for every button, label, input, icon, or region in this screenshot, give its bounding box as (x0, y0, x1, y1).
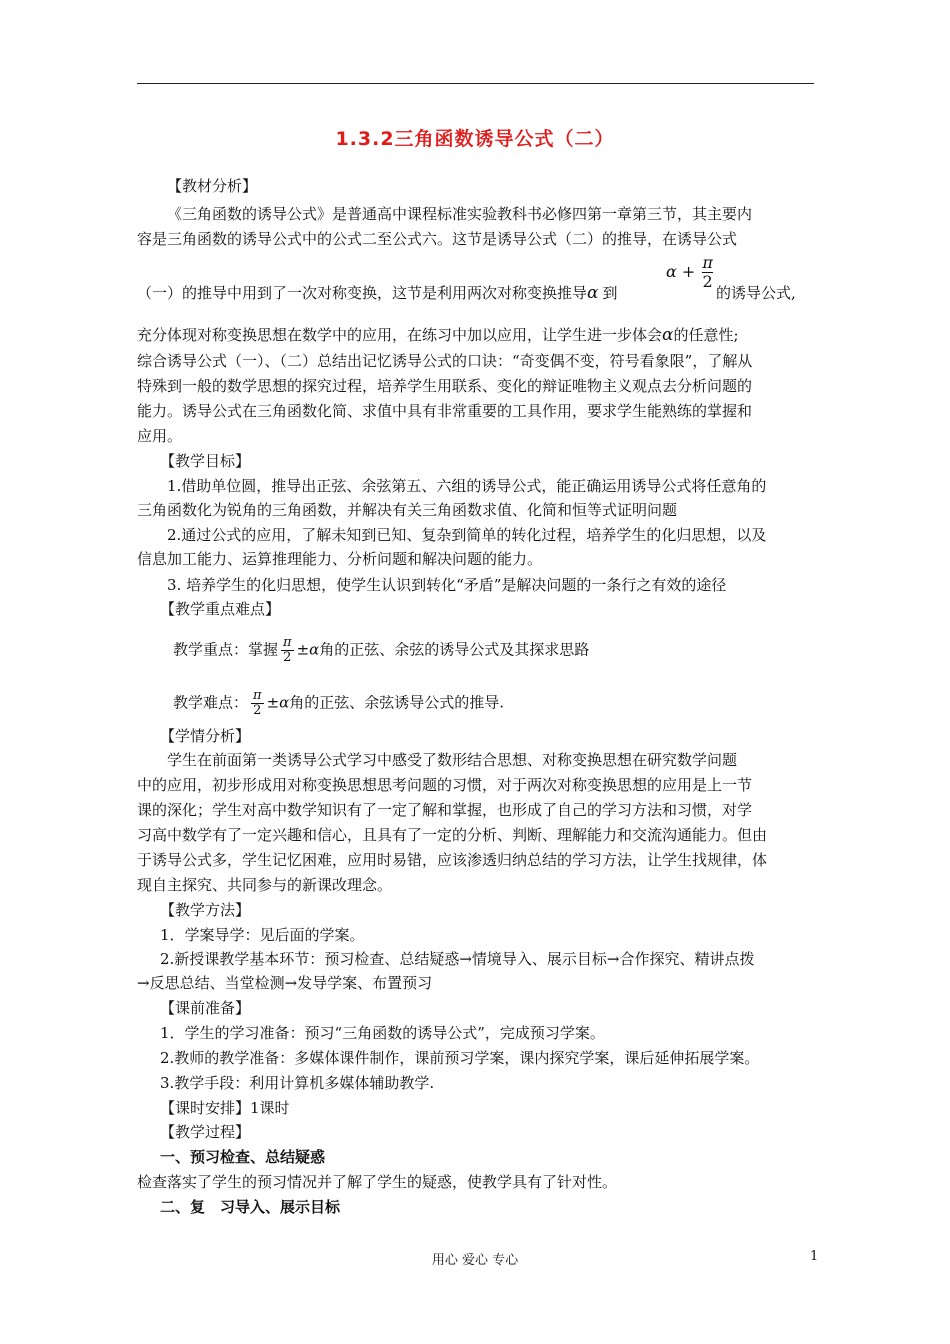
method-line: 2.新授课教学基本环节：预习检查、总结疑惑→情境导入、展示目标→合作探究、精讲点拨 (160, 950, 755, 968)
goal-line: 2.通过公式的应用，了解未知到已知、复杂到简单的转化过程，培养学生的化归思想，以及 (167, 526, 767, 544)
footer-motto: 用心 爱心 专心 (431, 1253, 519, 1268)
pi-over-2-fraction: $\frac{\pi}{2}$ (253, 688, 262, 718)
key-point-line: 教学重点：掌握 $\frac{\pi}{2}$ ±α角的正弦、余弦的诱导公式及其探求思路 (173, 635, 590, 665)
heading-teaching-process: 【教学过程】 (160, 1123, 251, 1141)
paragraph-line: 能力。诱导公式在三角函数化简、求值中具有非常重要的工具作用，要求学生能熟练的掌握和 (137, 402, 753, 420)
goal-line: 信息加工能力、运算推理能力、分析问题和解决问题的能力。 (137, 550, 543, 568)
section-heading: 二、复 习导入、展示目标 (160, 1198, 341, 1216)
paragraph-line: （一）的推导中用到了一次对称变换，这节是利用两次对称变换推导α 到 (137, 283, 618, 303)
header-rule (137, 83, 814, 84)
prep-line: 3.教学手段：利用计算机多媒体辅助教学. (160, 1074, 435, 1092)
page-title: 1.3.2三角函数诱导公式（二） (335, 128, 615, 150)
goal-line: 3. 培养学生的化归思想，使学生认识到转化“矛盾”是解决问题的一条行之有效的途径 (167, 576, 727, 594)
pi-over-2-fraction: $\frac{\pi}{2}$ (283, 635, 292, 665)
paragraph-line: 习高中数学有了一定兴趣和信心，且具有了一定的分析、判断、理解能力和交流沟通能力。但由 (137, 826, 768, 844)
paragraph-line: 《三角函数的诱导公式》是普通高中课程标准实验教科书必修四第一章第三节，其主要内 (167, 205, 753, 223)
method-line: 1．学案导学：见后面的学案。 (160, 926, 365, 944)
goal-line: 三角函数化为锐角的三角函数，并解决有关三角函数求值、化简和恒等式证明问题 (137, 501, 678, 519)
heading-key-points: 【教学重点难点】 (160, 600, 281, 618)
paragraph-line: 现自主探究、共同参与的新课改理念。 (137, 876, 393, 894)
paragraph-line: 检查落实了学生的预习情况并了解了学生的疑惑，使教学具有了针对性。 (137, 1173, 618, 1191)
page-number: 1 (810, 1249, 819, 1264)
heading-preparation: 【课前准备】 (160, 999, 251, 1017)
paragraph-line-end: 的诱导公式, (716, 284, 796, 302)
section-heading: 一、预习检查、总结疑惑 (160, 1148, 326, 1166)
paragraph-line: 课的深化；学生对高中数学知识有了一定了解和掌握，也形成了自己的学习方法和习惯，对学 (137, 801, 753, 819)
heading-textbook-analysis: 【教材分析】 (167, 177, 258, 195)
paragraph-line: 学生在前面第一类诱导公式学习中感受了数形结合思想、对称变换思想在研究数学问题 (167, 751, 738, 769)
heading-student-analysis: 【学情分析】 (160, 727, 251, 745)
heading-teaching-goals: 【教学目标】 (160, 452, 251, 470)
prep-line: 1．学生的学习准备：预习“三角函数的诱导公式”，完成预习学案。 (160, 1024, 605, 1042)
paragraph-line: 于诱导公式多，学生记忆困难，应用时易错，应该渗透归纳总结的学习方法，让学生找规律，体 (137, 851, 768, 869)
difficulty-line: 教学难点： $\frac{\pi}{2}$ ±α角的正弦、余弦诱导公式的推导. (173, 688, 505, 718)
paragraph-line: 充分体现对称变换思想在数学中的应用，在练习中加以应用，让学生进一步体会α的任意性; (137, 325, 739, 345)
paragraph-line: 综合诱导公式（一）、（二）总结出记忆诱导公式的口诀：“奇变偶不变，符号看象限”，了解从 (137, 352, 753, 370)
method-line: →反思总结、当堂检测→发导学案、布置预习 (137, 974, 433, 992)
goal-line: 1.借助单位圆，推导出正弦、余弦第五、六组的诱导公式，能正确运用诱导公式将任意角的 (167, 477, 767, 495)
paragraph-line: 中的应用，初步形成用对称变换思想思考问题的习惯，对于两次对称变换思想的应用是上一节 (137, 776, 753, 794)
paragraph-line: 特殊到一般的数学思想的探究过程，培养学生用联系、变化的辩证唯物主义观点去分析问题的 (137, 377, 753, 395)
paragraph-line: 应用。 (137, 427, 183, 445)
paragraph-line: 容是三角函数的诱导公式中的公式二至公式六。这节是诱导公式（二）的推导，在诱导公式 (137, 230, 738, 248)
heading-schedule: 【课时安排】1课时 (160, 1099, 290, 1117)
formula-alpha-plus-pi-over-2: α + $\frac{\pi}{2}$ (666, 253, 713, 291)
prep-line: 2.教师的教学准备：多媒体课件制作，课前预习学案，课内探究学案，课后延伸拓展学案。 (160, 1049, 760, 1067)
heading-teaching-methods: 【教学方法】 (160, 901, 251, 919)
